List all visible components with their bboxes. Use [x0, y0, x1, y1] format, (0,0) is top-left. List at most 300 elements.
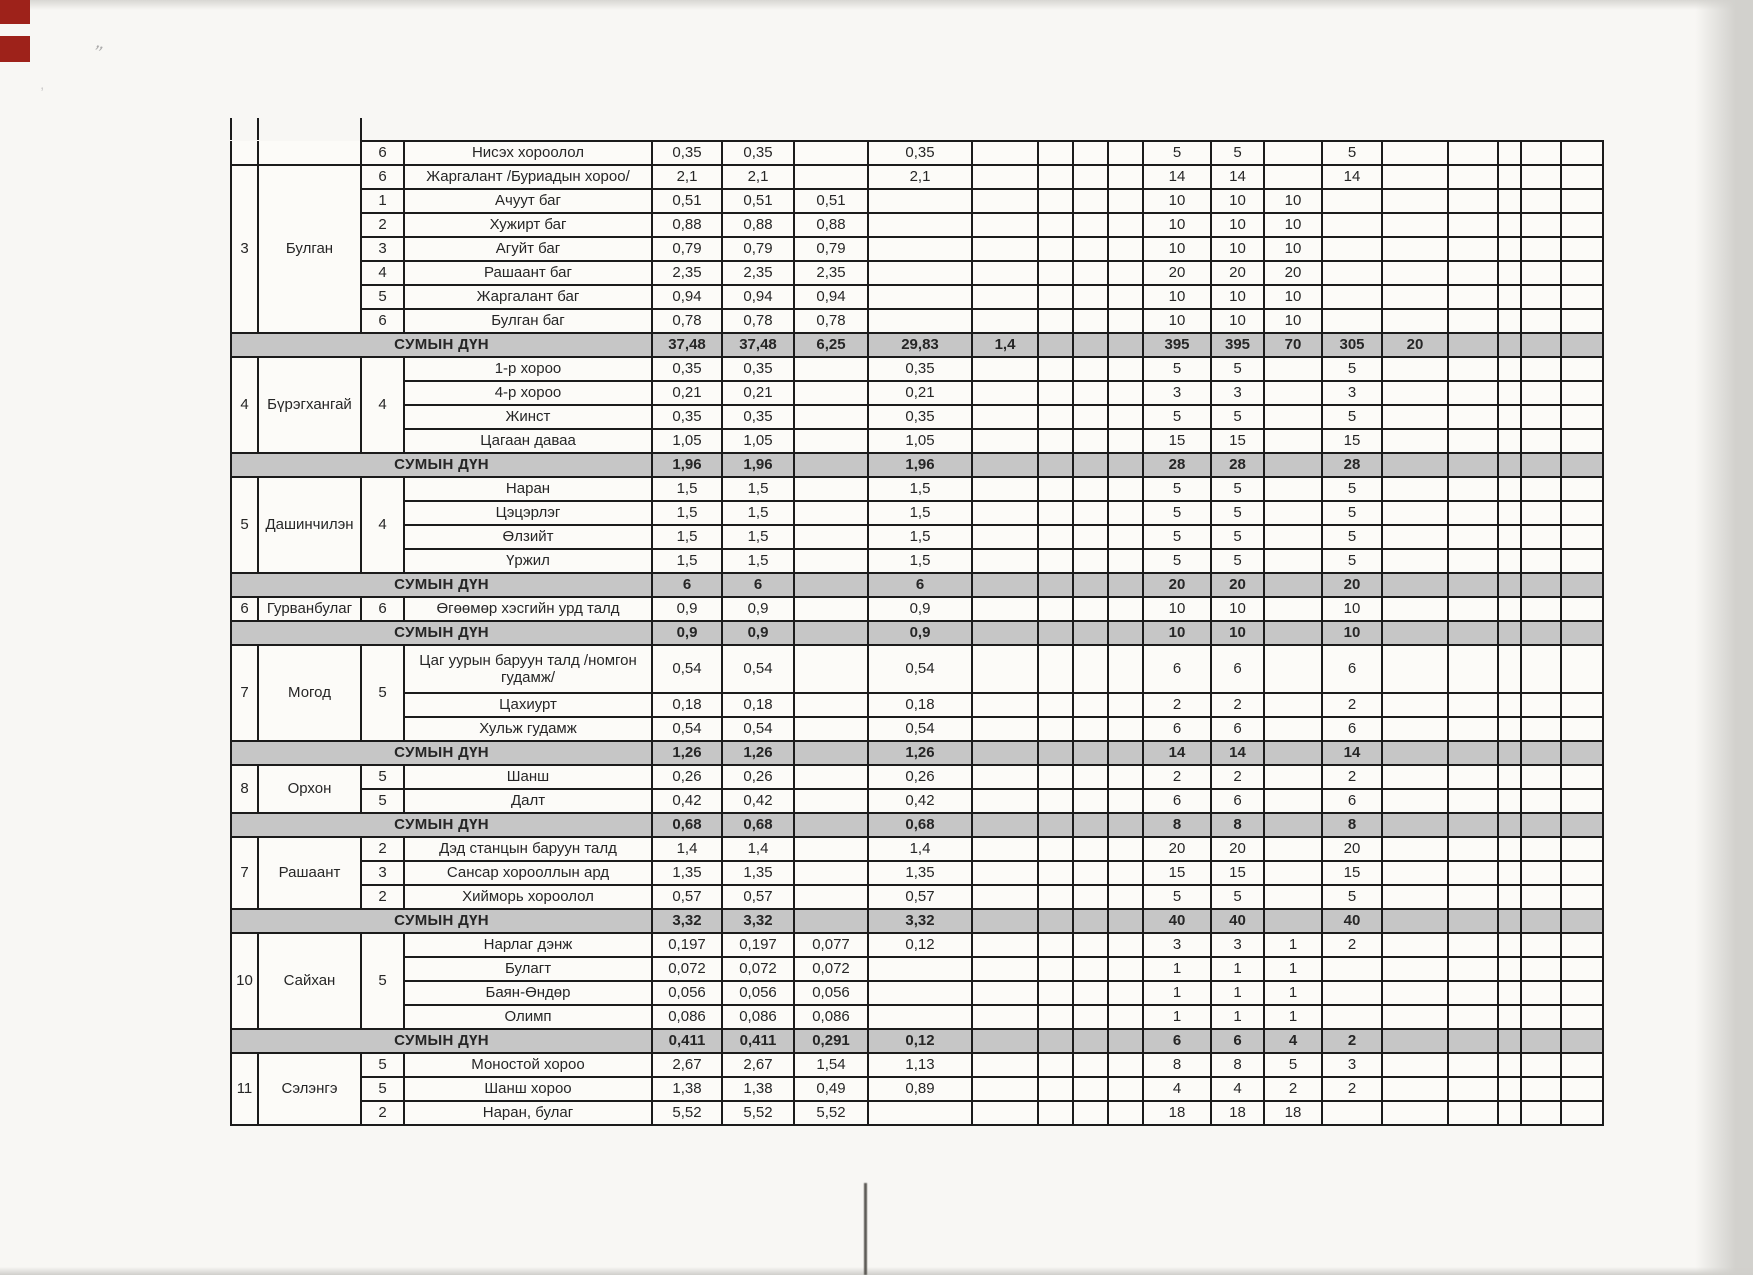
sum-area-value-5 — [972, 1029, 1038, 1053]
cell-qty-value-2: 6 — [1211, 645, 1264, 693]
sum-qty-value-1: 20 — [1143, 573, 1211, 597]
cell-empty — [1448, 837, 1498, 861]
scan-edge-band-right — [1695, 0, 1753, 1275]
cell-qty-value-1: 20 — [1143, 837, 1211, 861]
cell-section-name: Могод — [258, 645, 361, 741]
cell-area-value-3: 0,79 — [794, 237, 868, 261]
cell-empty — [1108, 429, 1143, 453]
cell-empty — [1108, 861, 1143, 885]
cell-area-value-3 — [794, 141, 868, 165]
cell-qty-value-4: 5 — [1322, 549, 1382, 573]
cell-empty — [1108, 645, 1143, 693]
cell-empty — [1448, 381, 1498, 405]
cell-area-value-1: 0,21 — [652, 381, 722, 405]
cell-empty — [1073, 573, 1108, 597]
table-row — [231, 1077, 1603, 1101]
cell-empty — [1073, 381, 1108, 405]
sum-area-value-2: 1,96 — [722, 453, 794, 477]
sum-area-value-2: 37,48 — [722, 333, 794, 357]
cell-qty-value-3 — [1264, 525, 1322, 549]
table-row — [231, 717, 1603, 741]
cell-area-value-3: 0,056 — [794, 981, 868, 1005]
sum-qty-value-3 — [1264, 621, 1322, 645]
sum-area-value-4: 6 — [868, 573, 972, 597]
table-row — [231, 477, 1603, 501]
sum-area-value-3 — [794, 453, 868, 477]
cell-area-value-4 — [868, 1005, 972, 1029]
cell-empty — [1561, 525, 1603, 549]
cell-section-no: 5 — [231, 477, 258, 573]
sum-qty-value-5 — [1382, 1029, 1448, 1053]
cell-empty — [1521, 309, 1561, 333]
cell-empty — [1073, 885, 1108, 909]
cell-empty — [1521, 1005, 1561, 1029]
cell-empty — [1561, 1029, 1603, 1053]
cell-qty-value-5 — [1382, 477, 1448, 501]
sum-area-value-5 — [972, 909, 1038, 933]
cell-area-value-3: 2,35 — [794, 261, 868, 285]
cell-area-value-5 — [972, 837, 1038, 861]
cell-empty — [1521, 693, 1561, 717]
cell-empty — [1448, 285, 1498, 309]
cell-empty — [1038, 765, 1073, 789]
cell-area-value-5 — [972, 645, 1038, 693]
cell-empty — [1038, 477, 1073, 501]
summary-table — [230, 140, 1604, 1126]
cell-area-value-1: 0,51 — [652, 189, 722, 213]
cell-qty-value-5 — [1382, 933, 1448, 957]
cell-empty — [1521, 909, 1561, 933]
cell-area-value-4: 0,18 — [868, 693, 972, 717]
cell-qty-value-4 — [1322, 213, 1382, 237]
cell-empty — [1448, 357, 1498, 381]
cell-area-value-5 — [972, 501, 1038, 525]
cell-qty-value-1: 3 — [1143, 381, 1211, 405]
cell-empty — [1038, 429, 1073, 453]
sum-row-label: СУМЫН ДҮН — [231, 621, 652, 645]
cell-qty-value-1: 6 — [1143, 645, 1211, 693]
cell-count: 5 — [361, 645, 404, 741]
cell-empty — [1108, 741, 1143, 765]
cell-empty — [1108, 909, 1143, 933]
cell-location: Цагаан даваа — [404, 429, 652, 453]
cell-section-name: Рашаант — [258, 837, 361, 909]
sum-qty-value-5 — [1382, 573, 1448, 597]
cell-qty-value-5 — [1382, 981, 1448, 1005]
cell-qty-value-3 — [1264, 645, 1322, 693]
cell-area-value-5 — [972, 1077, 1038, 1101]
sum-area-value-4: 3,32 — [868, 909, 972, 933]
cell-empty — [1038, 909, 1073, 933]
cell-area-value-4: 0,42 — [868, 789, 972, 813]
sum-area-value-2: 0,411 — [722, 1029, 794, 1053]
cell-empty — [1561, 1005, 1603, 1029]
cell-location: 1-р хороо — [404, 357, 652, 381]
sum-qty-value-5 — [1382, 909, 1448, 933]
cell-empty — [1498, 189, 1521, 213]
cell-empty — [1561, 597, 1603, 621]
sum-qty-value-2: 8 — [1211, 813, 1264, 837]
sum-qty-value-1: 10 — [1143, 621, 1211, 645]
cell-empty — [1521, 1029, 1561, 1053]
sum-row — [231, 333, 1603, 357]
cell-area-value-2: 0,18 — [722, 693, 794, 717]
sum-qty-value-2: 10 — [1211, 621, 1264, 645]
cell-qty-value-2: 5 — [1211, 477, 1264, 501]
cell-empty — [1521, 573, 1561, 597]
cell-empty — [1073, 837, 1108, 861]
cell-area-value-2: 0,94 — [722, 285, 794, 309]
cell-empty — [1561, 213, 1603, 237]
cell-empty — [1448, 885, 1498, 909]
cell-empty — [1498, 693, 1521, 717]
cell-qty-value-2: 10 — [1211, 237, 1264, 261]
cell-qty-value-5 — [1382, 501, 1448, 525]
cell-area-value-2: 0,197 — [722, 933, 794, 957]
cell-area-value-5 — [972, 717, 1038, 741]
sum-area-value-1: 0,68 — [652, 813, 722, 837]
cell-qty-value-2: 1 — [1211, 1005, 1264, 1029]
table-row — [231, 789, 1603, 813]
cell-qty-value-4: 3 — [1322, 381, 1382, 405]
sum-row — [231, 813, 1603, 837]
cell-empty — [1038, 189, 1073, 213]
cell-empty — [1498, 765, 1521, 789]
cell-empty — [1561, 1077, 1603, 1101]
cell-empty — [1561, 909, 1603, 933]
cell-location: Дэд станцын баруун талд — [404, 837, 652, 861]
cell-count: 2 — [361, 837, 404, 861]
cell-empty — [1498, 741, 1521, 765]
sum-area-value-1: 6 — [652, 573, 722, 597]
cell-area-value-5 — [972, 693, 1038, 717]
cell-area-value-4: 1,5 — [868, 549, 972, 573]
cell-qty-value-2: 6 — [1211, 717, 1264, 741]
cell-area-value-2: 1,05 — [722, 429, 794, 453]
cell-area-value-1: 0,18 — [652, 693, 722, 717]
cell-qty-value-2: 5 — [1211, 357, 1264, 381]
cell-qty-value-2: 10 — [1211, 309, 1264, 333]
table-edge-stub — [230, 118, 232, 140]
sum-area-value-2: 3,32 — [722, 909, 794, 933]
cell-empty — [1498, 165, 1521, 189]
cell-empty — [1448, 1077, 1498, 1101]
table-row — [231, 165, 1603, 189]
cell-empty — [1448, 549, 1498, 573]
cell-count: 4 — [361, 477, 404, 573]
cell-area-value-5 — [972, 597, 1038, 621]
cell-location: Шанш — [404, 765, 652, 789]
cell-area-value-2: 1,4 — [722, 837, 794, 861]
cell-area-value-4: 0,26 — [868, 765, 972, 789]
cell-area-value-4 — [868, 981, 972, 1005]
cell-location: Хульж гудамж — [404, 717, 652, 741]
cell-area-value-2: 0,35 — [722, 405, 794, 429]
sum-row — [231, 909, 1603, 933]
sum-area-value-3 — [794, 621, 868, 645]
cell-count: 5 — [361, 789, 404, 813]
cell-empty — [1108, 309, 1143, 333]
cell-qty-value-5 — [1382, 1101, 1448, 1125]
cell-area-value-2: 0,26 — [722, 765, 794, 789]
table-row — [231, 429, 1603, 453]
cell-empty — [1498, 405, 1521, 429]
sum-qty-value-4: 40 — [1322, 909, 1382, 933]
cell-empty — [1038, 357, 1073, 381]
cell-qty-value-1: 5 — [1143, 549, 1211, 573]
cell-empty — [1498, 1005, 1521, 1029]
cell-empty — [1448, 1005, 1498, 1029]
cell-qty-value-5 — [1382, 309, 1448, 333]
table-row — [231, 957, 1603, 981]
cell-empty — [1561, 453, 1603, 477]
cell-empty — [1521, 597, 1561, 621]
cell-empty — [1561, 261, 1603, 285]
cell-qty-value-5 — [1382, 189, 1448, 213]
cell-empty — [1038, 957, 1073, 981]
cell-empty — [1073, 1053, 1108, 1077]
cell-empty — [1561, 1053, 1603, 1077]
cell-qty-value-5 — [1382, 285, 1448, 309]
cell-qty-value-1: 3 — [1143, 933, 1211, 957]
cell-empty — [1498, 453, 1521, 477]
cell-qty-value-3: 10 — [1264, 189, 1322, 213]
cell-area-value-5 — [972, 981, 1038, 1005]
cell-area-value-4: 0,21 — [868, 381, 972, 405]
cell-section-name: Орхон — [258, 765, 361, 813]
cell-count: 6 — [361, 141, 404, 165]
cell-area-value-3 — [794, 549, 868, 573]
cell-qty-value-1: 10 — [1143, 285, 1211, 309]
cell-empty — [1073, 957, 1108, 981]
cell-area-value-2: 0,35 — [722, 141, 794, 165]
cell-area-value-3 — [794, 405, 868, 429]
cell-empty — [1108, 477, 1143, 501]
cell-area-value-4 — [868, 285, 972, 309]
cell-section-name: Сайхан — [258, 933, 361, 1029]
cell-area-value-5 — [972, 141, 1038, 165]
cell-area-value-5 — [972, 213, 1038, 237]
cell-qty-value-4: 5 — [1322, 885, 1382, 909]
cell-qty-value-4: 5 — [1322, 141, 1382, 165]
cell-empty — [1521, 405, 1561, 429]
cell-area-value-2: 0,78 — [722, 309, 794, 333]
cell-area-value-2: 0,42 — [722, 789, 794, 813]
cell-empty — [1498, 645, 1521, 693]
cell-qty-value-1: 14 — [1143, 165, 1211, 189]
table-row — [231, 1005, 1603, 1029]
cell-empty — [1108, 765, 1143, 789]
cell-empty — [1108, 189, 1143, 213]
cell-empty — [1498, 1053, 1521, 1077]
cell-qty-value-4: 2 — [1322, 933, 1382, 957]
cell-qty-value-2: 5 — [1211, 141, 1264, 165]
cell-empty — [1108, 1029, 1143, 1053]
sum-qty-value-5: 20 — [1382, 333, 1448, 357]
cell-section-no: 6 — [231, 597, 258, 621]
cell-area-value-4: 2,1 — [868, 165, 972, 189]
cell-qty-value-4: 15 — [1322, 861, 1382, 885]
cell-empty — [1561, 813, 1603, 837]
cell-empty — [1073, 333, 1108, 357]
sum-qty-value-2: 40 — [1211, 909, 1264, 933]
sum-qty-value-3: 70 — [1264, 333, 1322, 357]
cell-area-value-1: 0,78 — [652, 309, 722, 333]
sum-qty-value-4: 2 — [1322, 1029, 1382, 1053]
cell-area-value-5 — [972, 1101, 1038, 1125]
cell-area-value-3 — [794, 429, 868, 453]
sum-row — [231, 573, 1603, 597]
cell-location: Агуйт баг — [404, 237, 652, 261]
cell-qty-value-2: 5 — [1211, 525, 1264, 549]
cell-empty — [1038, 141, 1073, 165]
cell-area-value-3 — [794, 597, 868, 621]
cell-area-value-3 — [794, 165, 868, 189]
cell-empty — [1448, 861, 1498, 885]
cell-empty — [1521, 189, 1561, 213]
table-row — [231, 501, 1603, 525]
cell-area-value-5 — [972, 885, 1038, 909]
cell-empty — [1038, 213, 1073, 237]
cell-empty — [1038, 645, 1073, 693]
cell-empty — [1521, 285, 1561, 309]
cell-area-value-1: 0,26 — [652, 765, 722, 789]
cell-empty — [1521, 501, 1561, 525]
cell-location: Олимп — [404, 1005, 652, 1029]
sum-qty-value-5 — [1382, 813, 1448, 837]
cell-qty-value-1: 5 — [1143, 141, 1211, 165]
cell-empty — [1108, 789, 1143, 813]
cell-qty-value-4: 6 — [1322, 717, 1382, 741]
table-row — [231, 357, 1603, 381]
cell-area-value-5 — [972, 861, 1038, 885]
cell-qty-value-3 — [1264, 141, 1322, 165]
sum-row-label: СУМЫН ДҮН — [231, 741, 652, 765]
cell-section-no: 3 — [231, 165, 258, 333]
sum-area-value-5: 1,4 — [972, 333, 1038, 357]
cell-empty — [1073, 1101, 1108, 1125]
sum-qty-value-2: 6 — [1211, 1029, 1264, 1053]
cell-empty — [1038, 789, 1073, 813]
cell-qty-value-3 — [1264, 429, 1322, 453]
cell-qty-value-1: 15 — [1143, 429, 1211, 453]
sum-qty-value-3 — [1264, 813, 1322, 837]
cell-area-value-5 — [972, 309, 1038, 333]
cell-qty-value-3 — [1264, 165, 1322, 189]
cell-empty — [1498, 1029, 1521, 1053]
cell-qty-value-3: 5 — [1264, 1053, 1322, 1077]
cell-qty-value-3 — [1264, 549, 1322, 573]
cell-area-value-1: 2,35 — [652, 261, 722, 285]
table-row — [231, 525, 1603, 549]
cell-area-value-5 — [972, 957, 1038, 981]
cell-area-value-5 — [972, 429, 1038, 453]
cell-empty — [1561, 933, 1603, 957]
cell-area-value-3 — [794, 525, 868, 549]
cell-location: Жаргалант /Буриадын хороо/ — [404, 165, 652, 189]
cell-qty-value-2: 5 — [1211, 549, 1264, 573]
table-row — [231, 237, 1603, 261]
cell-qty-value-4: 14 — [1322, 165, 1382, 189]
scan-edge-shade-top — [0, 0, 1753, 10]
sum-qty-value-2: 14 — [1211, 741, 1264, 765]
cell-empty — [1038, 717, 1073, 741]
cell-location: 4-р хороо — [404, 381, 652, 405]
cell-empty — [1498, 861, 1521, 885]
cell-empty — [1521, 213, 1561, 237]
cell-area-value-2: 0,21 — [722, 381, 794, 405]
cell-empty — [1521, 789, 1561, 813]
sum-area-value-4: 1,96 — [868, 453, 972, 477]
cell-empty — [1448, 981, 1498, 1005]
cell-empty — [1038, 237, 1073, 261]
cell-location: Нарлаг дэнж — [404, 933, 652, 957]
cell-qty-value-1: 5 — [1143, 525, 1211, 549]
cell-qty-value-2: 1 — [1211, 957, 1264, 981]
cell-empty — [1498, 789, 1521, 813]
table-row — [231, 933, 1603, 957]
cell-area-value-3 — [794, 645, 868, 693]
sum-row — [231, 1029, 1603, 1053]
cell-empty — [1108, 525, 1143, 549]
cell-empty — [1498, 213, 1521, 237]
cell-empty — [1561, 957, 1603, 981]
cell-empty — [1561, 765, 1603, 789]
cell-qty-value-3 — [1264, 861, 1322, 885]
cell-area-value-3 — [794, 765, 868, 789]
cell-empty — [1108, 597, 1143, 621]
cell-qty-value-5 — [1382, 429, 1448, 453]
cell-section-name — [258, 141, 361, 165]
cell-empty — [1108, 1005, 1143, 1029]
cell-empty — [1521, 453, 1561, 477]
cell-area-value-5 — [972, 405, 1038, 429]
cell-location: Моностой хороо — [404, 1053, 652, 1077]
cell-empty — [1073, 741, 1108, 765]
sum-area-value-1: 0,411 — [652, 1029, 722, 1053]
cell-empty — [1561, 981, 1603, 1005]
sum-area-value-1: 0,9 — [652, 621, 722, 645]
cell-empty — [1108, 357, 1143, 381]
cell-qty-value-2: 10 — [1211, 285, 1264, 309]
cell-empty — [1073, 789, 1108, 813]
cell-area-value-2: 1,35 — [722, 861, 794, 885]
cell-empty — [1561, 861, 1603, 885]
cell-area-value-2: 0,086 — [722, 1005, 794, 1029]
cell-qty-value-4: 5 — [1322, 501, 1382, 525]
cell-qty-value-2: 2 — [1211, 693, 1264, 717]
cell-empty — [1073, 1029, 1108, 1053]
sum-area-value-1: 37,48 — [652, 333, 722, 357]
cell-qty-value-2: 15 — [1211, 861, 1264, 885]
sum-qty-value-2: 20 — [1211, 573, 1264, 597]
sum-qty-value-1: 40 — [1143, 909, 1211, 933]
cell-qty-value-1: 1 — [1143, 981, 1211, 1005]
cell-qty-value-3 — [1264, 765, 1322, 789]
cell-empty — [1521, 645, 1561, 693]
cell-area-value-2: 0,072 — [722, 957, 794, 981]
sum-qty-value-3 — [1264, 453, 1322, 477]
cell-area-value-1: 0,79 — [652, 237, 722, 261]
cell-empty — [1448, 525, 1498, 549]
cell-area-value-2: 0,88 — [722, 213, 794, 237]
cell-empty — [1521, 237, 1561, 261]
sum-qty-value-3 — [1264, 909, 1322, 933]
cell-qty-value-3: 10 — [1264, 285, 1322, 309]
cell-location: Цэцэрлэг — [404, 501, 652, 525]
cell-empty — [1108, 285, 1143, 309]
cell-qty-value-3 — [1264, 717, 1322, 741]
